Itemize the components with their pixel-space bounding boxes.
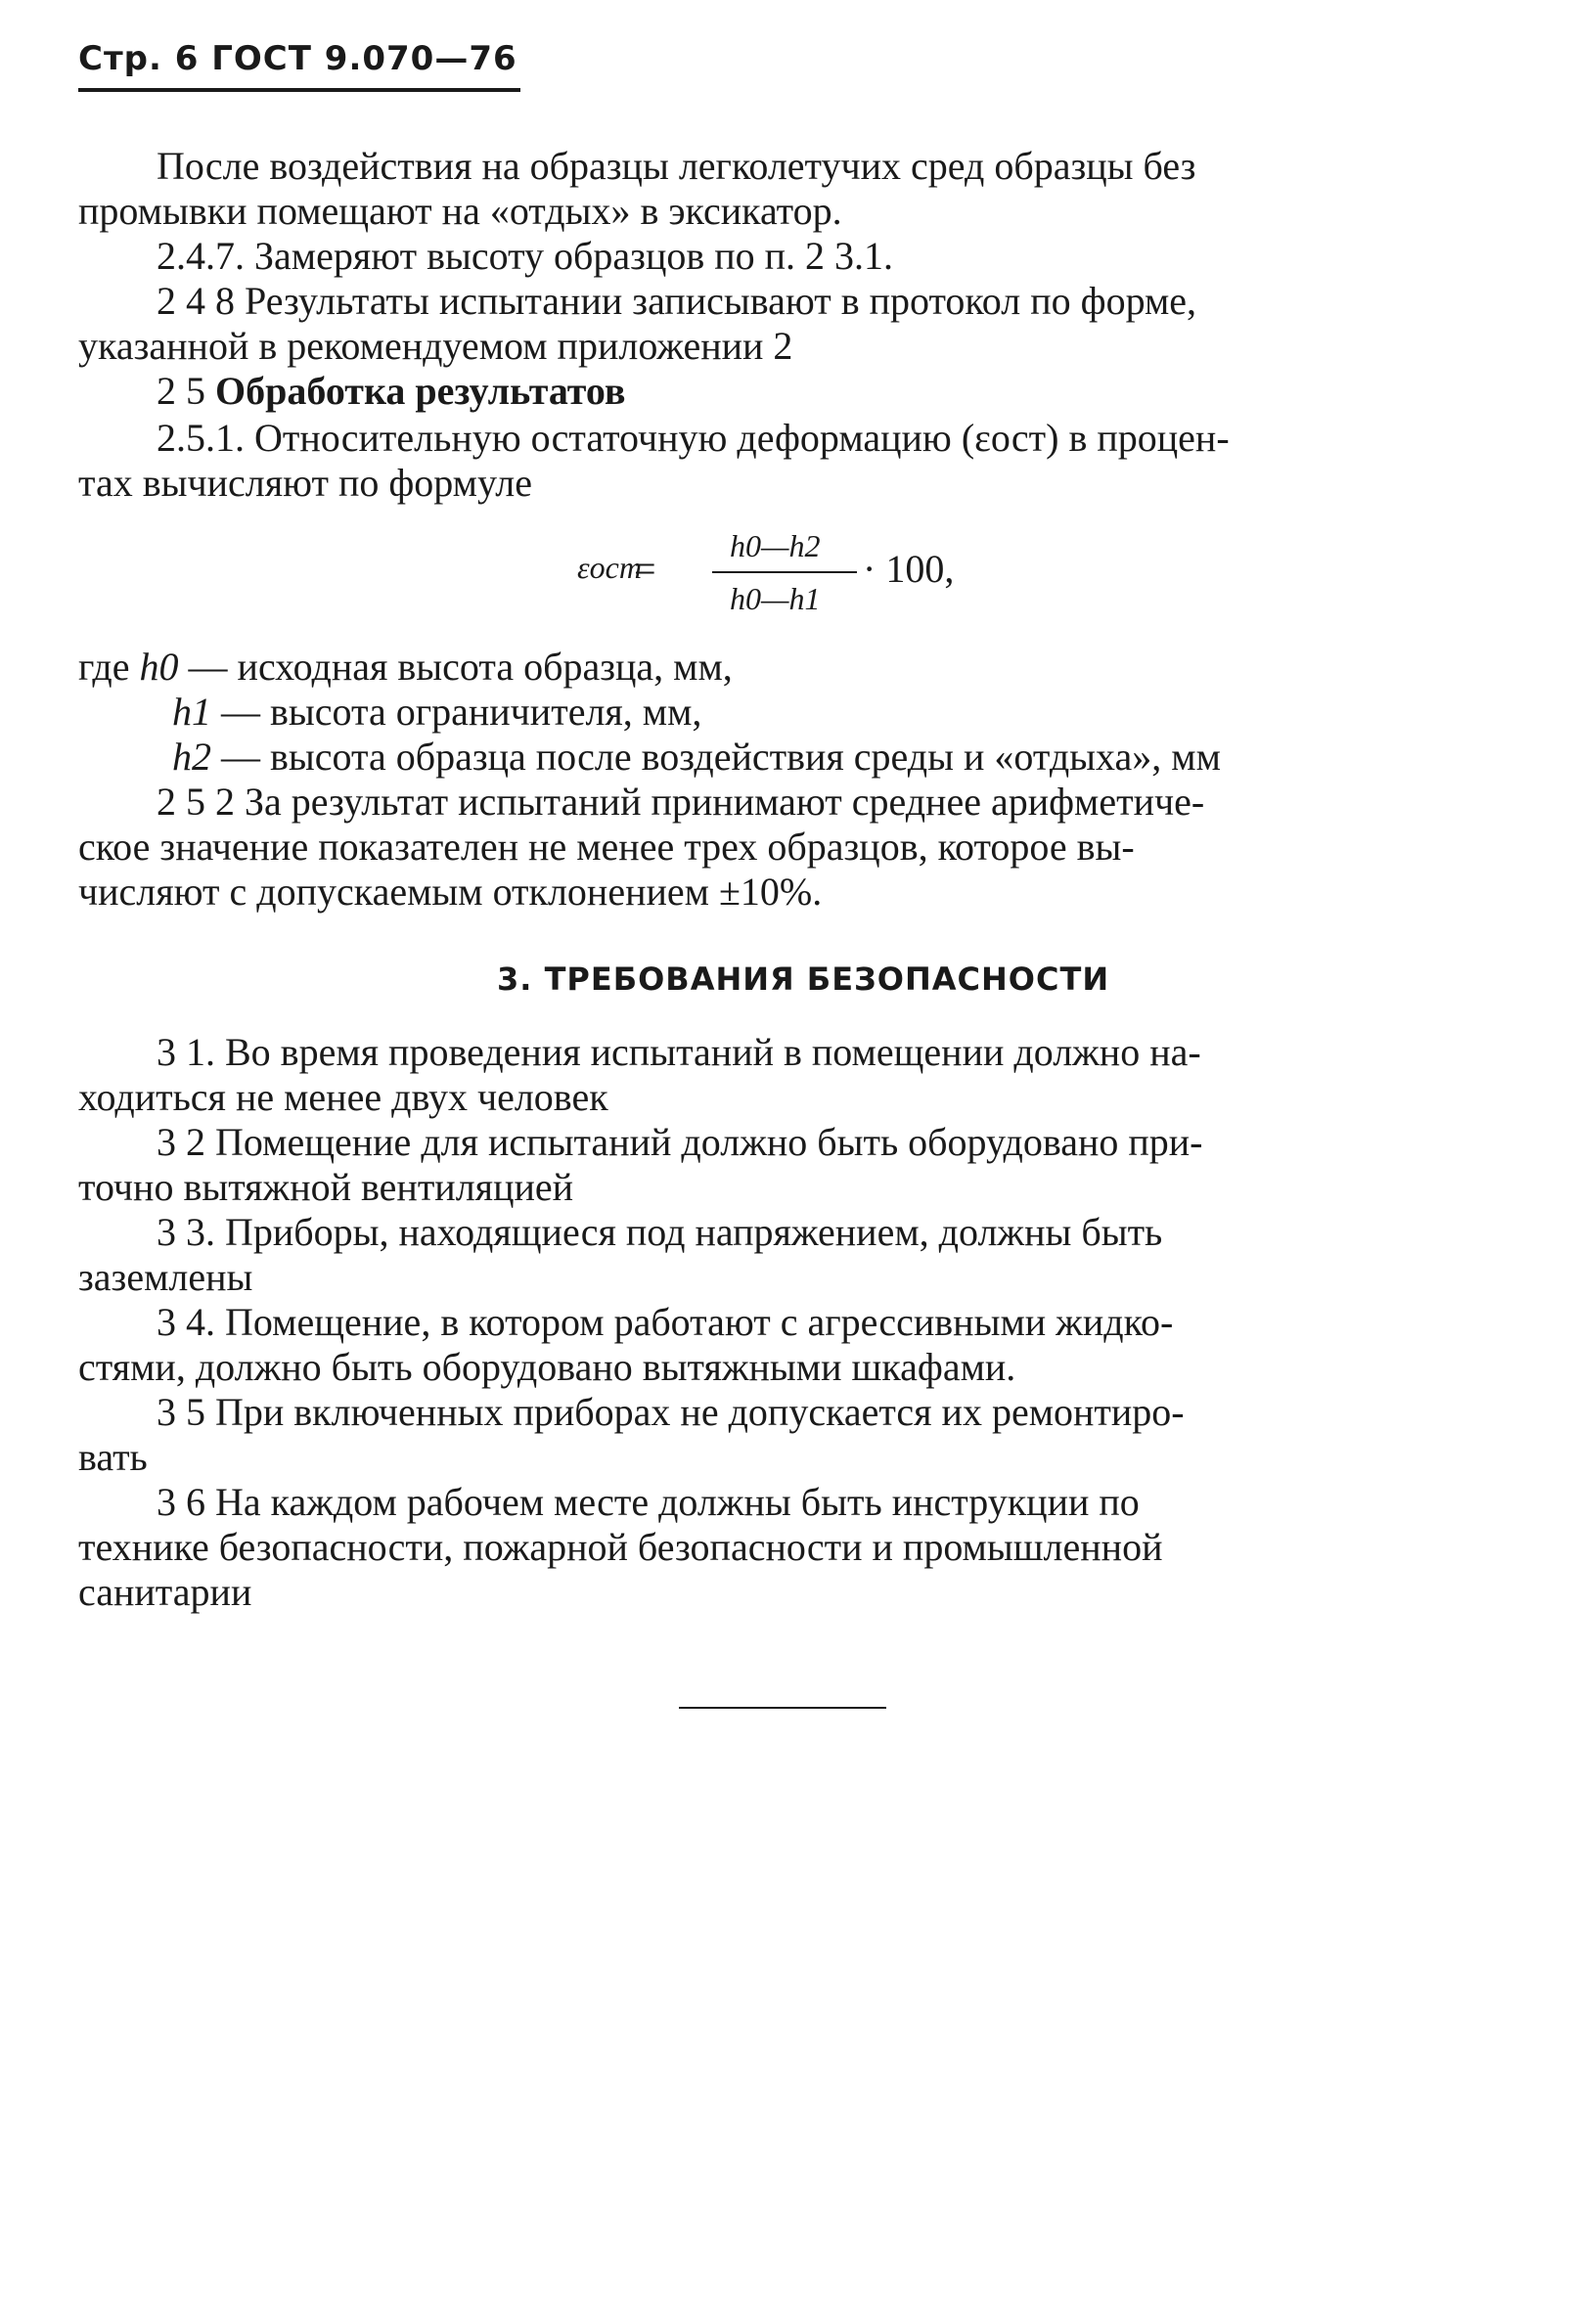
end-rule	[679, 1707, 886, 1709]
paragraph-line: технике безопасности, пожарной безопасности и промышленной	[78, 1525, 1163, 1569]
fraction-bar	[712, 571, 857, 573]
paragraph-line: 2.5.1. Относительную остаточную деформацию (εост) в процен-	[157, 416, 1230, 460]
symbol-h2: h2	[172, 735, 211, 779]
paragraph-line: 2 4 8 Результаты испытании записывают в протокол по форме,	[157, 279, 1197, 323]
paragraph-line: числяют с допускаемым отклонением ±10%.	[78, 870, 823, 914]
paragraph-line: указанной в рекомендуемом приложении 2	[78, 324, 793, 368]
symbol-h0: h0	[139, 645, 179, 689]
paragraph-line: 3 2 Помещение для испытаний должно быть оборудовано при-	[157, 1120, 1203, 1164]
paragraph-line: 2 5 2 За результат испытаний принимают среднее арифметиче-	[157, 780, 1205, 824]
paragraph-line: вать	[78, 1435, 148, 1479]
paragraph-line: 3 6 На каждом рабочем месте должны быть инструкции по	[157, 1480, 1140, 1524]
paragraph-line: 3 1. Во время проведения испытаний в помещении должно на-	[157, 1030, 1201, 1074]
symbol-h1: h1	[172, 690, 211, 734]
section-3-heading: 3. ТРЕБОВАНИЯ БЕЗОПАСНОСТИ	[497, 961, 1110, 998]
section-title: Обработка результатов	[215, 369, 626, 413]
section-2-5-heading	[157, 369, 626, 413]
paragraph-line: ходиться не менее двух человек	[78, 1075, 608, 1119]
paragraph-line: промывки помещают на «отдых» в эксикатор.	[78, 189, 842, 233]
paragraph-line: 3 4. Помещение, в котором работают с агрессивными жидко-	[157, 1300, 1174, 1344]
formula-lhs: εост	[577, 550, 642, 585]
page-header: Стр. 6 ГОСТ 9.070—76	[78, 39, 517, 78]
paragraph-line: 3 3. Приборы, находящиеся под напряжением, должны быть	[157, 1210, 1163, 1254]
paragraph-line: ское значение показателен не менее трех образцов, которое вы-	[78, 825, 1135, 869]
formula-denominator: h0—h1	[730, 581, 821, 616]
paragraph-line: После воздействия на образцы легколетучих сред образцы без	[157, 144, 1196, 188]
paragraph-line: стями, должно быть оборудовано вытяжными шкафами.	[78, 1345, 1016, 1389]
paragraph-line: 2.4.7. Замеряют высоту образцов по п. 2 3.1.	[157, 234, 894, 278]
formula-equals: =	[634, 547, 656, 591]
formula-numerator: h0—h2	[730, 528, 821, 563]
paragraph-line: санитарии	[78, 1570, 252, 1614]
header-rule	[78, 88, 520, 92]
paragraph-line: 3 5 При включенных приборах не допускается их ремонтиро-	[157, 1390, 1185, 1434]
formula	[577, 528, 988, 616]
section-number: 2 5	[157, 369, 205, 413]
paragraph-line: точно вытяжной вентиляцией	[78, 1165, 574, 1209]
legend-line: h2 — высота образца после воздействия среды и «отдыха», мм	[172, 735, 1221, 779]
paragraph-line: заземлены	[78, 1255, 253, 1299]
legend-line: h1 — высота ограничителя, мм,	[172, 690, 702, 734]
legend-line: где h0 — исходная высота образца, мм,	[78, 645, 733, 689]
formula-rhs: · 100,	[863, 547, 955, 591]
paragraph-line: тах вычисляют по формуле	[78, 461, 532, 505]
